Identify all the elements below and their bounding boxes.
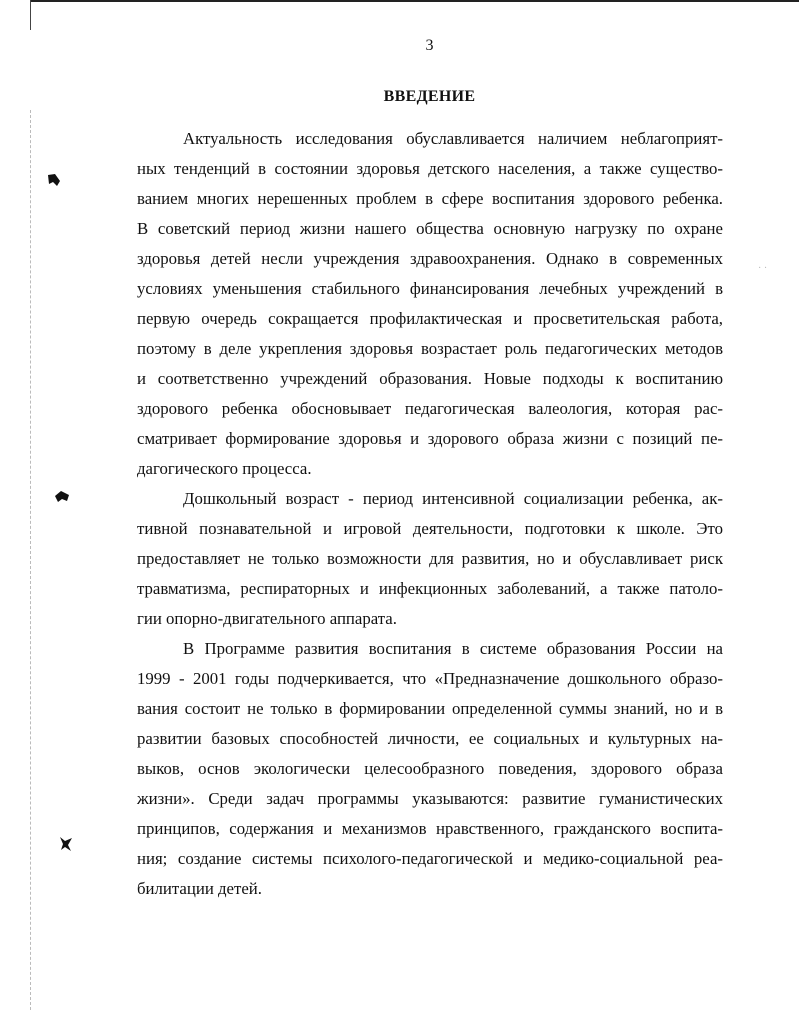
text-line: вания состоит не только в формировании определенной суммы знаний, но и в — [137, 699, 723, 718]
text-line: развитии базовых способностей личности, ее социальных и культурных на- — [137, 729, 723, 748]
text-line: В советский период жизни нашего общества основную нагрузку по охране — [137, 219, 723, 238]
text-line: поэтому в деле укрепления здоровья возрастает роль педагогических методов — [137, 339, 723, 358]
text-line: Дошкольный возраст - период интенсивной социализации ребенка, ак- — [183, 489, 723, 508]
body-text — [137, 124, 723, 904]
text-line: ных тенденций в состоянии здоровья детского населения, а также существо- — [137, 159, 723, 178]
paragraph-1 — [137, 124, 723, 484]
scan-top-border — [30, 0, 799, 2]
text-line: гии опорно-двигательного аппарата. — [137, 609, 397, 628]
text-line: тивной познавательной и игровой деятельности, подготовки к школе. Это — [137, 519, 723, 538]
binder-mark-icon — [54, 490, 68, 504]
paragraph-2 — [137, 484, 723, 634]
text-line: дагогического процесса. — [137, 459, 312, 478]
page-title: ВВЕДЕНИЕ — [383, 88, 476, 105]
text-line: сматривает формирование здоровья и здорового образа жизни с позиций пе- — [137, 429, 723, 448]
text-line: первую очередь сокращается профилактическая и просветительская работа, — [137, 309, 723, 328]
text-line: травматизма, респираторных и инфекционных заболеваний, а также патоло- — [137, 579, 723, 598]
binder-mark-icon — [46, 172, 60, 186]
text-line: билитации детей. — [137, 879, 262, 898]
page-number: 3 — [425, 37, 434, 54]
text-line: здоровья детей несли учреждения здравоохранения. Однако в современных — [137, 249, 723, 268]
text-line: выков, основ экологически целесообразного поведения, здорового образа — [137, 759, 723, 778]
scan-speck: · · — [758, 263, 768, 274]
text-line: условиях уменьшения стабильного финансирования лечебных учреждений в — [137, 279, 723, 298]
text-line: 1999 - 2001 годы подчеркивается, что «Предназначение дошкольного образо- — [137, 669, 723, 688]
text-line: ванием многих нерешенных проблем в сфере воспитания здорового ребенка. — [137, 189, 723, 208]
text-line: принципов, содержания и механизмов нравственного, гражданского воспита- — [137, 819, 723, 838]
text-line: здорового ребенка обосновывает педагогическая валеология, которая рас- — [137, 399, 723, 418]
text-line: В Программе развития воспитания в системе образования России на — [183, 639, 723, 658]
text-line: предоставляет не только возможности для развития, но и обуславливает риск — [137, 549, 723, 568]
binder-mark-icon — [58, 835, 72, 849]
text-line: ния; создание системы психолого-педагогической и медико-социальной реа- — [137, 849, 723, 868]
text-line: Актуальность исследования обуславливается наличием неблагоприят- — [183, 129, 723, 148]
paragraph-3 — [137, 634, 723, 904]
text-line: и соответственно учреждений образования. Новые подходы к воспитанию — [137, 369, 723, 388]
scan-left-dashes — [30, 110, 31, 1010]
text-line: жизни». Среди задач программы указываются: развитие гуманистических — [137, 789, 723, 808]
scan-left-border — [30, 0, 31, 30]
